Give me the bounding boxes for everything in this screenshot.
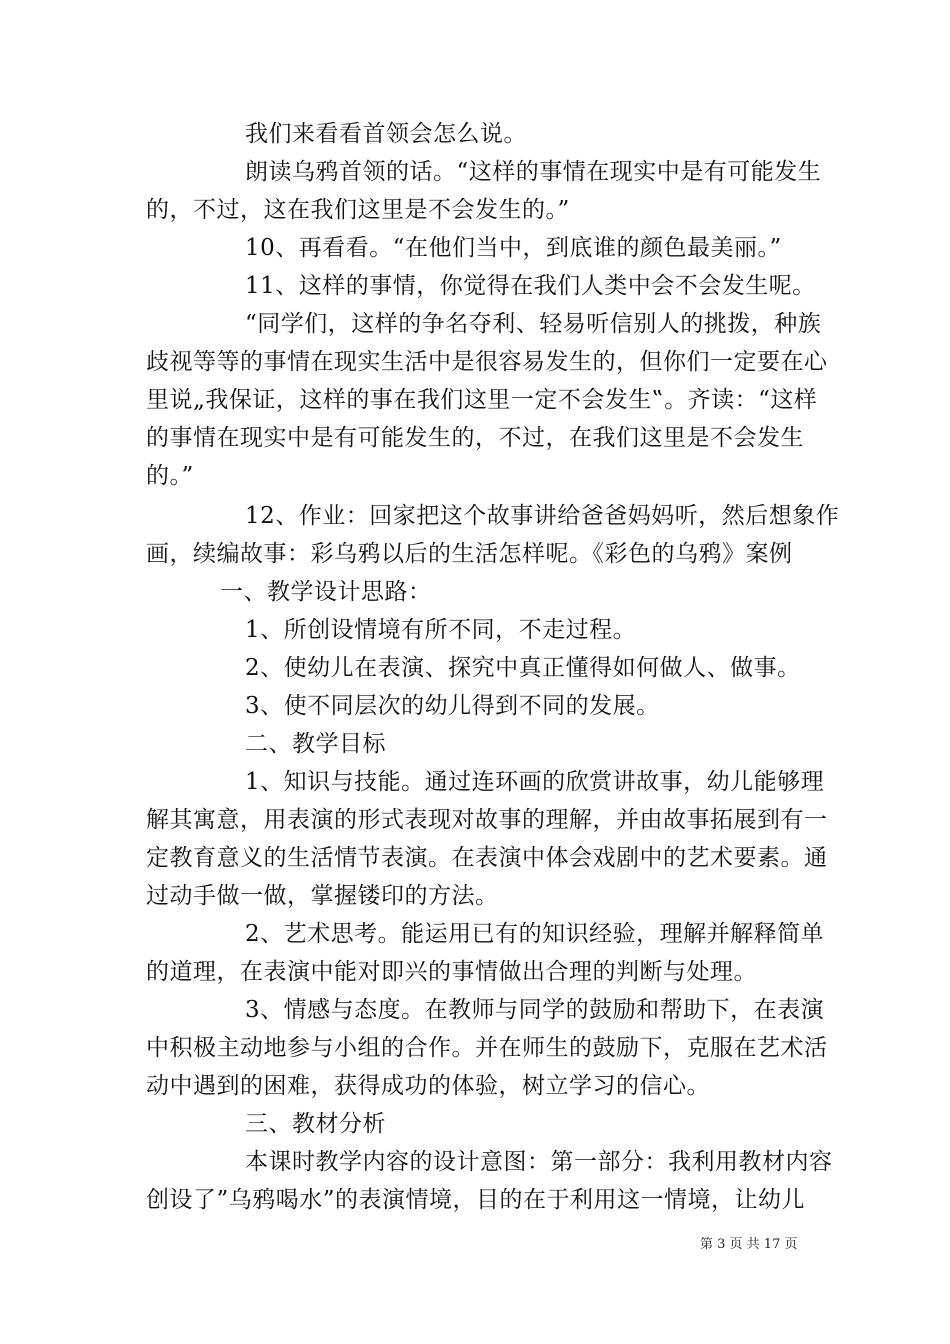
section-heading: 一、教学设计思路： [220, 579, 432, 605]
text-line: 的事情在现实中是有可能发生的，不过，在我们这里是不会发生 [146, 425, 804, 451]
section-heading: 二、教学目标 [245, 731, 386, 757]
text-line: 1、知识与技能。通过连环画的欣赏讲故事，幼儿能够理 [245, 769, 825, 795]
text-line: 里说„我保证，这样的事在我们这里一定不会发生‟。齐读：“这样 [146, 387, 818, 413]
list-item: 3、使不同层次的幼儿得到不同的发展。 [245, 693, 660, 719]
text-line: 的。” [146, 463, 194, 489]
text-line: 解其寓意，用表演的形式表现对故事的理解，并由故事拓展到有一 [146, 807, 828, 833]
section-heading: 三、教材分析 [245, 1111, 386, 1137]
text-line: 创设了”乌鸦喝水”的表演情境，目的在于利用这一情境，让幼儿 [146, 1187, 806, 1213]
text-line: 的，不过，这在我们这里是不会发生的。” [146, 197, 570, 223]
text-line: 本课时教学内容的设计意图：第一部分：我利用教材内容 [245, 1149, 833, 1175]
list-item: 2、使幼儿在表演、探究中真正懂得如何做人、做事。 [245, 655, 801, 681]
text-line: 12、作业：回家把这个故事讲给爸爸妈妈听，然后想象作 [245, 503, 840, 529]
text-line: 10、再看看。“在他们当中，到底谁的颜色最美丽。” [245, 235, 782, 261]
text-line: 歧视等等的事情在现实生活中是很容易发生的，但你们一定要在心 [146, 349, 828, 375]
text-line: 11、这样的事情，你觉得在我们人类中会不会发生呢。 [245, 273, 816, 299]
list-item: 1、所创设情境有所不同，不走过程。 [245, 617, 637, 643]
text-line: “同学们，这样的争名夺利、轻易听信别人的挑拨，种族 [245, 311, 822, 337]
text-line: 朗读乌鸦首领的话。“这样的事情在现实中是有可能发生 [245, 159, 822, 185]
text-line: 2、艺术思考。能运用已有的知识经验，理解并解释简单 [245, 921, 825, 947]
text-line: 动中遇到的困难，获得成功的体验，树立学习的信心。 [146, 1073, 710, 1099]
text-line: 我们来看看首领会怎么说。 [245, 121, 527, 147]
text-line: 3、情感与态度。在教师与同学的鼓励和帮助下，在表演 [245, 997, 825, 1023]
page-number: 第 3 页 共 17 页 [700, 1237, 798, 1252]
text-line: 的道理，在表演中能对即兴的事情做出合理的判断与处理。 [146, 959, 757, 985]
text-line: 画，续编故事：彩乌鸦以后的生活怎样呢。《彩色的乌鸦》案例 [146, 541, 793, 567]
text-line: 定教育意义的生活情节表演。在表演中体会戏剧中的艺术要素。通 [146, 845, 828, 871]
text-line: 中积极主动地参与小组的合作。并在师生的鼓励下，克服在艺术活 [146, 1035, 828, 1061]
text-line: 过动手做一做，掌握镂印的方法。 [146, 883, 499, 909]
